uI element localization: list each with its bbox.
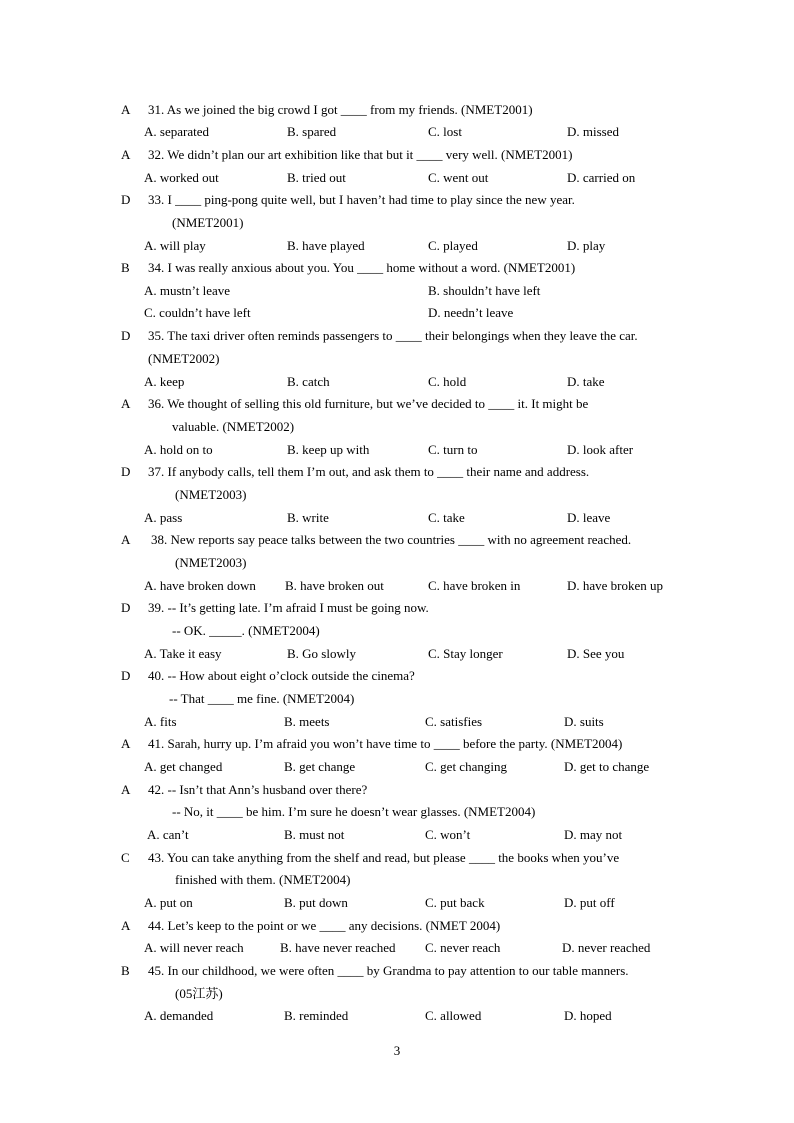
option-b: B. write (287, 510, 329, 525)
question-stem: 33. I ____ ping-pong quite well, but I haven’t had time to play since the new year. (148, 192, 575, 207)
question-stem: 42. -- Isn’t that Ann’s husband over there? (148, 782, 368, 797)
question-stem: 44. Let’s keep to the point or we ____ any decisions. (NMET 2004) (148, 918, 501, 933)
option-c: C. couldn’t have left (144, 305, 251, 320)
question-source: finished with them. (NMET2004) (175, 872, 351, 887)
option-a: A. mustn’t leave (144, 283, 231, 298)
option-d: D. hoped (564, 1008, 612, 1023)
page-number: 3 (393, 1043, 401, 1058)
option-a: A. separated (144, 124, 209, 139)
option-b: B. catch (287, 374, 330, 389)
dialogue-reply: -- That ____ me fine. (NMET2004) (169, 691, 355, 706)
option-c: C. went out (428, 170, 489, 185)
answer-key: D (121, 600, 131, 615)
question-source: (NMET2003) (175, 555, 247, 570)
option-c: C. never reach (425, 940, 501, 955)
answer-key: B (121, 963, 130, 978)
question-source: (NMET2001) (172, 215, 244, 230)
option-c: C. put back (425, 895, 485, 910)
question-source: (05江苏) (175, 986, 223, 1001)
option-a: A. will never reach (144, 940, 244, 955)
option-b: B. must not (284, 827, 345, 842)
question-stem: 43. You can take anything from the shelf and read, but please ____ the books when you’ve (148, 850, 620, 865)
question-source: (NMET2003) (175, 487, 247, 502)
option-c: C. take (428, 510, 465, 525)
answer-key: A (121, 147, 131, 162)
option-d: D. may not (564, 827, 623, 842)
answer-key: D (121, 192, 131, 207)
option-d: D. never reached (562, 940, 651, 955)
option-a: A. can’t (147, 827, 189, 842)
option-c: C. won’t (425, 827, 471, 842)
option-d: D. get to change (564, 759, 650, 774)
option-a: A. have broken down (144, 578, 256, 593)
question-stem: 41. Sarah, hurry up. I’m afraid you won’t have time to ____ before the party. (NMET2004) (148, 736, 623, 751)
option-d: D. leave (567, 510, 611, 525)
option-b: B. reminded (284, 1008, 349, 1023)
option-a: A. will play (144, 238, 206, 253)
option-b: B. Go slowly (287, 646, 356, 661)
option-c: C. have broken in (428, 578, 521, 593)
answer-key: B (121, 260, 130, 275)
question-stem: 40. -- How about eight o’clock outside the cinema? (148, 668, 415, 683)
option-a: A. hold on to (144, 442, 213, 457)
question-stem: 34. I was really anxious about you. You ____ home without a word. (NMET2001) (148, 260, 576, 275)
option-a: A. get changed (144, 759, 223, 774)
option-b: B. tried out (287, 170, 346, 185)
option-b: B. get change (284, 759, 356, 774)
option-c: C. turn to (428, 442, 478, 457)
question-stem: 32. We didn’t plan our art exhibition like that but it ____ very well. (NMET2001) (148, 147, 573, 162)
option-c: C. lost (428, 124, 462, 139)
option-d: D. play (567, 238, 606, 253)
option-b: B. have played (287, 238, 365, 253)
option-b: B. shouldn’t have left (428, 283, 541, 298)
option-b: B. keep up with (287, 442, 370, 457)
question-stem: 37. If anybody calls, tell them I’m out, and ask them to ____ their name and address. (148, 464, 590, 479)
answer-key: A (121, 102, 131, 117)
option-a: A. worked out (144, 170, 219, 185)
question-source: (NMET2002) (148, 351, 220, 366)
question-stem: 36. We thought of selling this old furniture, but we’ve decided to ____ it. It might be (148, 396, 589, 411)
option-b: B. spared (287, 124, 337, 139)
answer-key: A (121, 736, 131, 751)
question-stem: 39. -- It’s getting late. I’m afraid I must be going now. (148, 600, 429, 615)
option-b: B. have broken out (285, 578, 384, 593)
option-c: C. played (428, 238, 478, 253)
option-d: D. look after (567, 442, 634, 457)
option-d: D. suits (564, 714, 604, 729)
option-a: A. pass (144, 510, 183, 525)
answer-key: C (121, 850, 130, 865)
option-b: B. put down (284, 895, 348, 910)
option-d: D. carried on (567, 170, 636, 185)
option-b: B. meets (284, 714, 330, 729)
question-stem: 45. In our childhood, we were often ____ by Grandma to pay attention to our table manners. (148, 963, 629, 978)
question-stem: 38. New reports say peace talks between the two countries ____ with no agreement reached. (151, 532, 632, 547)
option-c: C. allowed (425, 1008, 482, 1023)
answer-key: A (121, 396, 131, 411)
dialogue-reply: -- OK. _____. (NMET2004) (172, 623, 320, 638)
option-d: D. have broken up (567, 578, 664, 593)
option-c: C. Stay longer (428, 646, 503, 661)
answer-key: A (121, 782, 131, 797)
option-c: C. satisfies (425, 714, 483, 729)
dialogue-reply: -- No, it ____ be him. I’m sure he doesn’t wear glasses. (NMET2004) (172, 804, 536, 819)
question-source: valuable. (NMET2002) (172, 419, 295, 434)
question-stem: 35. The taxi driver often reminds passengers to ____ their belongings when they leave the car. (148, 328, 638, 343)
answer-key: D (121, 464, 131, 479)
option-d: D. take (567, 374, 605, 389)
option-d: D. See you (567, 646, 625, 661)
answer-key: D (121, 328, 131, 343)
option-d: D. missed (567, 124, 619, 139)
answer-key: A (121, 532, 131, 547)
option-c: C. hold (428, 374, 467, 389)
option-a: A. fits (144, 714, 177, 729)
option-a: A. put on (144, 895, 193, 910)
option-c: C. get changing (425, 759, 507, 774)
option-a: A. keep (144, 374, 185, 389)
option-a: A. Take it easy (144, 646, 222, 661)
option-d: D. needn’t leave (428, 305, 514, 320)
answer-key: D (121, 668, 131, 683)
option-d: D. put off (564, 895, 615, 910)
answer-key: A (121, 918, 131, 933)
question-stem: 31. As we joined the big crowd I got ____ from my friends. (NMET2001) (148, 102, 533, 117)
option-b: B. have never reached (280, 940, 396, 955)
option-a: A. demanded (144, 1008, 214, 1023)
